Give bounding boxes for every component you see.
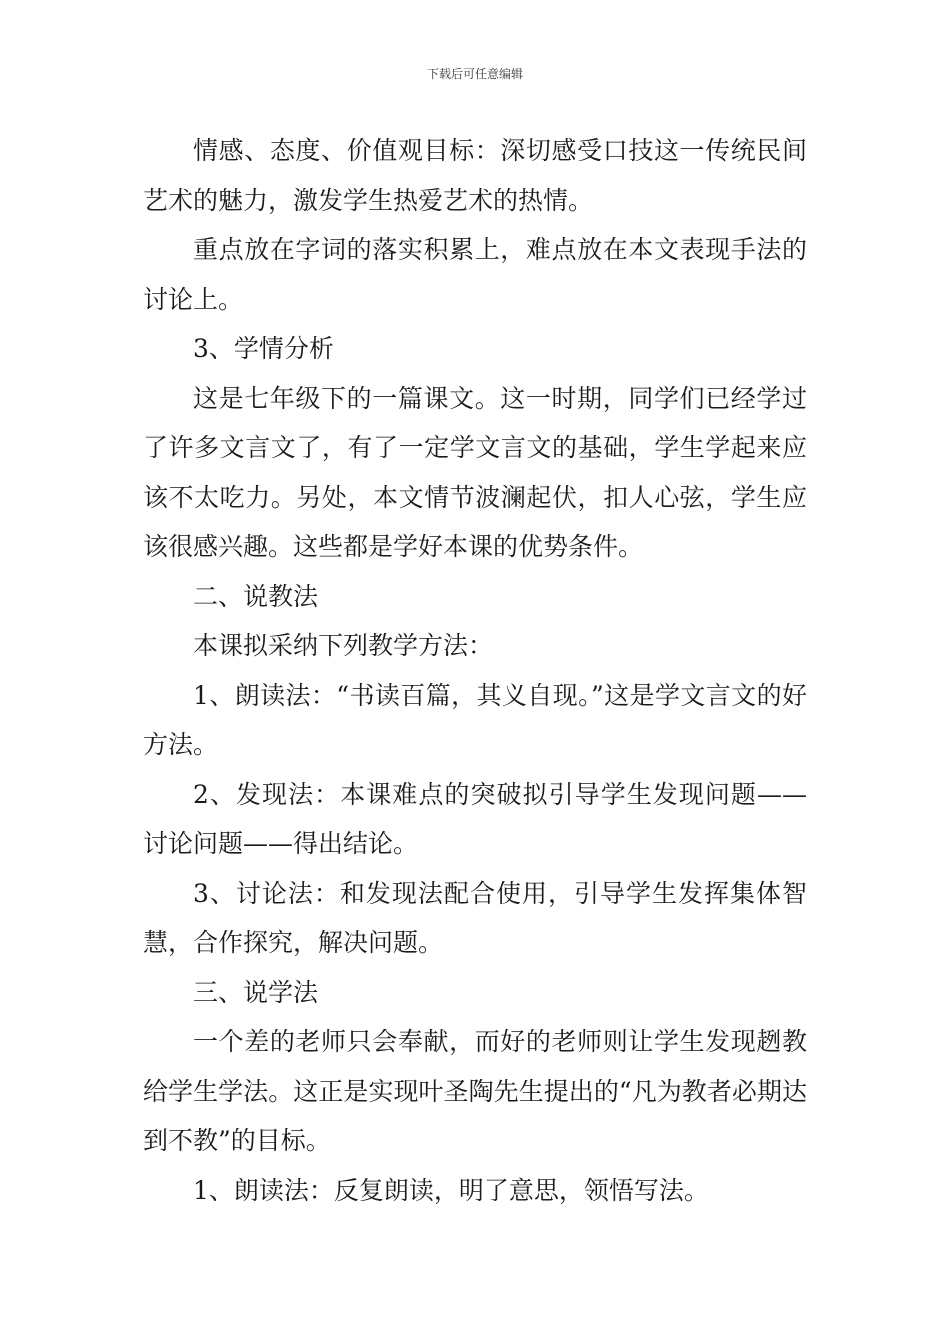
heading-teaching-methods: 二、说教法: [193, 581, 319, 611]
paragraph-good-teacher: 一个差的老师只会奉献，而好的老师则让学生发现趔教给学生学法。这正是实现叶圣陶先生提出的“凡为教者必期达到不教”的目标。: [143, 1027, 807, 1155]
paragraph-key-difficulty: 重点放在字词的落实积累上，难点放在本文表现手法的讨论上。: [143, 235, 807, 314]
paragraph-student-analysis: 这是七年级下的一篇课文。这一时期，同学们已经学过了许多文言文了，有了一定学文言文的基础，学生学起来应该不太吃力。另处，本文情节波澜起伏，扣人心弦，学生应该很感兴趣。这些都是学好本课的优势条件。: [143, 383, 807, 561]
page-header: 下载后可任意编辑: [426, 67, 523, 81]
document-body: [143, 126, 807, 1215]
paragraph-discovery-method: 2、发现法：本课难点的突破拟引导学生发现问题——讨论问题——得出结论。: [143, 779, 807, 858]
heading-learning-methods: 三、说学法: [193, 977, 319, 1007]
heading-student-analysis: 3、学情分析: [193, 334, 334, 363]
paragraph-emotion-goal: 情感、态度、价值观目标：深切感受口技这一传统民间艺术的魅力，激发学生热爱艺术的热情。: [143, 136, 807, 215]
paragraph-learning-reading-method: 1、朗读法：反复朗读，明了意思，领悟写法。: [193, 1175, 709, 1205]
paragraph-discussion-method: 3、讨论法：和发现法配合使用，引导学生发挥集体智慧，合作探究，解决问题。: [143, 878, 807, 957]
paragraph-reading-method: 1、朗读法：“书读百篇，其义自现。”这是学文言文的好方法。: [143, 680, 807, 759]
paragraph-methods-intro: 本课拟采纳下列教学方法：: [193, 631, 494, 660]
